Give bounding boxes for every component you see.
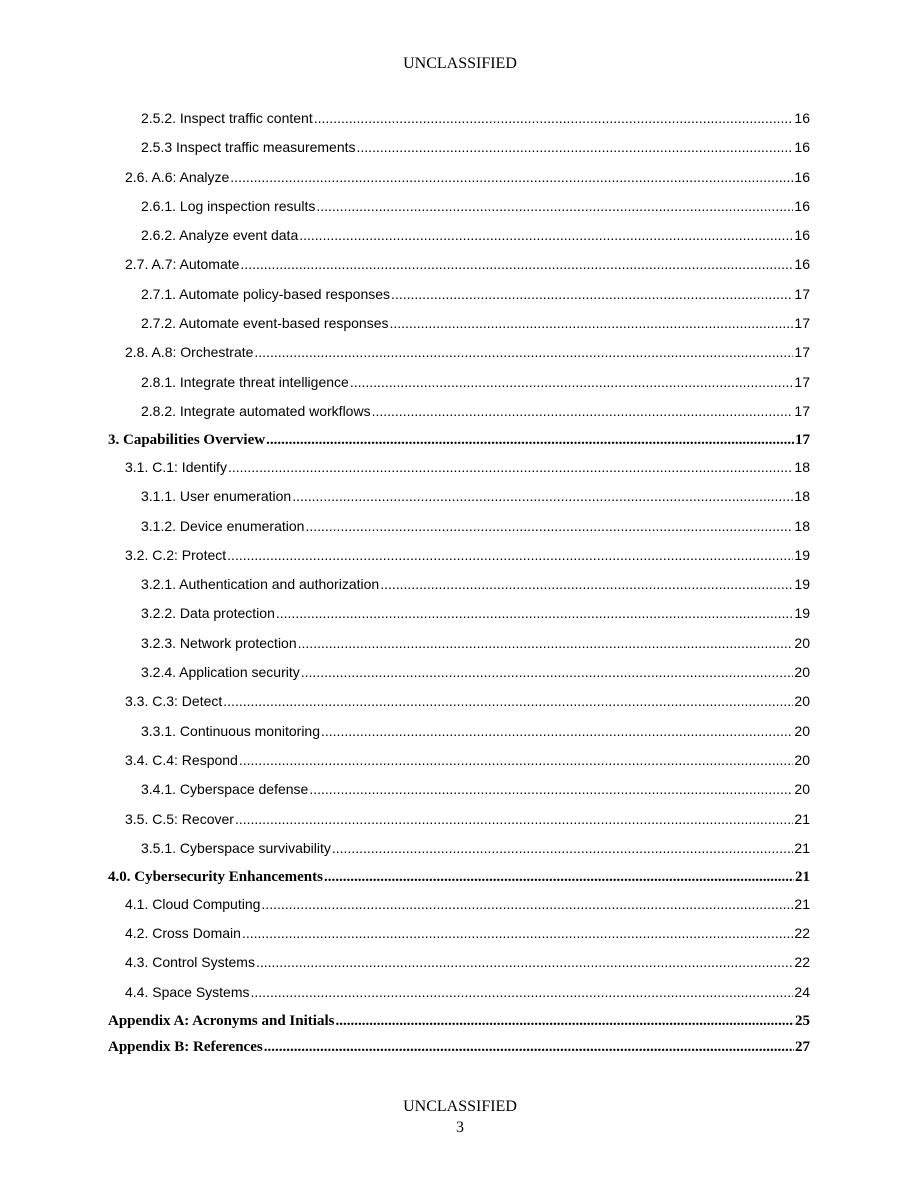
toc-entry-page: 19 xyxy=(794,605,810,621)
toc-entry-page: 21 xyxy=(794,840,810,856)
toc-entry[interactable] xyxy=(141,139,810,155)
toc-entry[interactable] xyxy=(108,1013,810,1030)
toc-leader xyxy=(256,954,793,970)
toc-entry[interactable] xyxy=(125,344,810,360)
toc-entry-page: 21 xyxy=(795,869,810,885)
toc-leader xyxy=(321,723,793,739)
toc-entry[interactable] xyxy=(141,781,810,797)
toc-entry-page: 17 xyxy=(795,432,810,448)
toc-entry-page: 24 xyxy=(794,984,810,1000)
toc-entry-page: 17 xyxy=(794,344,810,360)
toc-entry-page: 27 xyxy=(795,1039,810,1055)
toc-entry-title: 2.6.2. Analyze event data xyxy=(141,227,299,243)
toc-entry-page: 21 xyxy=(794,811,810,827)
toc-entry[interactable] xyxy=(125,547,810,563)
toc-entry-page: 21 xyxy=(794,896,810,912)
toc-entry-page: 16 xyxy=(794,198,810,214)
toc-leader xyxy=(227,547,793,563)
toc-entry-title: 2.8. A.8: Orchestrate xyxy=(125,344,254,360)
toc-entry[interactable] xyxy=(141,374,810,390)
toc-entry-title: 3.1.1. User enumeration xyxy=(141,488,292,504)
toc-entry[interactable] xyxy=(141,315,810,331)
toc-entry-title: 2.7.2. Automate event-based responses xyxy=(141,315,389,331)
toc-entry[interactable] xyxy=(108,432,810,449)
toc-entry-page: 16 xyxy=(794,256,810,272)
toc-entry[interactable] xyxy=(125,459,810,475)
toc-entry-page: 19 xyxy=(794,576,810,592)
toc-leader xyxy=(235,811,793,827)
toc-entry[interactable] xyxy=(125,169,810,185)
toc-entry[interactable] xyxy=(125,984,810,1000)
toc-entry-page: 20 xyxy=(794,781,810,797)
toc-leader xyxy=(298,635,794,651)
toc-entry-title: 3.5.1. Cyberspace survivability xyxy=(141,840,331,856)
toc-leader xyxy=(390,315,794,331)
toc-entry-title: 3.2.2. Data protection xyxy=(141,605,275,621)
toc-leader xyxy=(314,110,794,126)
toc-entry[interactable] xyxy=(125,811,810,827)
toc-entry[interactable] xyxy=(141,605,810,621)
toc-entry[interactable] xyxy=(108,869,810,886)
toc-leader xyxy=(350,374,794,390)
toc-entry-page: 18 xyxy=(794,518,810,534)
toc-entry-page: 22 xyxy=(794,925,810,941)
toc-leader xyxy=(391,286,793,302)
toc-entry[interactable] xyxy=(141,403,810,419)
toc-leader xyxy=(309,781,793,797)
toc-leader xyxy=(299,227,793,243)
toc-entry-title: 4.2. Cross Domain xyxy=(125,925,241,941)
toc-entry-page: 16 xyxy=(794,139,810,155)
toc-entry-title: 3.4. C.4: Respond xyxy=(125,752,238,768)
toc-entry-page: 20 xyxy=(794,752,810,768)
toc-entry[interactable] xyxy=(141,635,810,651)
toc-leader xyxy=(254,344,793,360)
toc-entry-page: 16 xyxy=(794,110,810,126)
toc-leader xyxy=(357,139,794,155)
toc-entry-page: 17 xyxy=(794,315,810,331)
toc-entry[interactable] xyxy=(125,896,810,912)
toc-leader xyxy=(239,752,794,768)
toc-entry-title: 3.4.1. Cyberspace defense xyxy=(141,781,309,797)
toc-entry-page: 16 xyxy=(794,169,810,185)
toc-entry-title: 3.3. C.3: Detect xyxy=(125,693,223,709)
footer-classification: UNCLASSIFIED xyxy=(403,1098,517,1115)
toc-leader xyxy=(301,664,794,680)
toc-entry-title: Appendix B: References xyxy=(108,1039,263,1055)
toc-entry-title: 4.0. Cybersecurity Enhancements xyxy=(108,869,323,885)
toc-entry[interactable] xyxy=(125,752,810,768)
toc-entry-title: 3.5. C.5: Recover xyxy=(125,811,234,827)
toc-entry-title: 3.2.4. Application security xyxy=(141,664,300,680)
toc-entry-title: 2.8.2. Integrate automated workflows xyxy=(141,403,371,419)
toc-leader xyxy=(240,256,793,272)
toc-leader xyxy=(228,459,793,475)
toc-entry-page: 20 xyxy=(794,664,810,680)
toc-entry[interactable] xyxy=(141,840,810,856)
toc-entry-title: 2.6.1. Log inspection results xyxy=(141,198,316,214)
toc-leader xyxy=(305,518,793,534)
toc-entry-page: 18 xyxy=(794,459,810,475)
toc-entry[interactable] xyxy=(141,664,810,680)
toc-entry-title: 2.5.3 Inspect traffic measurements xyxy=(141,139,356,155)
toc-leader xyxy=(242,925,793,941)
toc-entry-title: 3.2.3. Network protection xyxy=(141,635,297,651)
toc-leader xyxy=(372,403,794,419)
toc-entry[interactable] xyxy=(141,488,810,504)
toc-leader xyxy=(223,693,793,709)
toc-leader xyxy=(316,198,793,214)
toc-entry[interactable] xyxy=(125,925,810,941)
toc-entry[interactable] xyxy=(141,110,810,126)
toc-entry-title: 2.5.2. Inspect traffic content xyxy=(141,110,313,126)
toc-leader xyxy=(380,576,793,592)
page-number: 3 xyxy=(456,1119,464,1136)
toc-entry[interactable] xyxy=(141,286,810,302)
toc-entry-page: 25 xyxy=(795,1013,810,1029)
toc-entry-title: 3.1.2. Device enumeration xyxy=(141,518,305,534)
toc-leader xyxy=(251,984,794,1000)
toc-entry-page: 16 xyxy=(794,227,810,243)
toc-entry-page: 17 xyxy=(794,374,810,390)
toc-entry-title: 3.3.1. Continuous monitoring xyxy=(141,723,320,739)
toc-entry-page: 18 xyxy=(794,488,810,504)
toc-entry[interactable] xyxy=(141,518,810,534)
toc-leader xyxy=(264,1039,794,1056)
toc-entry-title: 2.8.1. Integrate threat intelligence xyxy=(141,374,349,390)
toc-entry[interactable] xyxy=(108,1039,810,1056)
toc-entry[interactable] xyxy=(141,576,810,592)
toc-leader xyxy=(266,432,794,449)
toc-entry-page: 22 xyxy=(794,954,810,970)
toc-entry[interactable] xyxy=(125,256,810,272)
toc-leader xyxy=(276,605,794,621)
toc-entry-page: 17 xyxy=(794,403,810,419)
toc-entry-title: Appendix A: Acronyms and Initials xyxy=(108,1013,335,1029)
toc-entry-title: 3. Capabilities Overview xyxy=(108,432,266,448)
page-footer xyxy=(0,1096,920,1138)
toc-leader xyxy=(292,488,793,504)
toc-entry[interactable] xyxy=(141,227,810,243)
toc-entry-title: 4.3. Control Systems xyxy=(125,954,255,970)
toc-entry-title: 4.4. Space Systems xyxy=(125,984,250,1000)
toc-entry-page: 20 xyxy=(794,693,810,709)
toc-leader xyxy=(324,869,794,886)
toc-entry[interactable] xyxy=(125,954,810,970)
toc-leader xyxy=(230,169,793,185)
toc-entry-page: 20 xyxy=(794,635,810,651)
toc-entry[interactable] xyxy=(141,198,810,214)
toc-entry-title: 2.6. A.6: Analyze xyxy=(125,169,230,185)
toc-entry-title: 2.7. A.7: Automate xyxy=(125,256,240,272)
header-classification: UNCLASSIFIED xyxy=(403,55,517,72)
toc-entry-title: 3.2.1. Authentication and authorization xyxy=(141,576,380,592)
toc-entry-page: 20 xyxy=(794,723,810,739)
toc-entry-title: 2.7.1. Automate policy-based responses xyxy=(141,286,391,302)
toc-entry-title: 3.2. C.2: Protect xyxy=(125,547,227,563)
toc-leader xyxy=(261,896,793,912)
toc-entry[interactable] xyxy=(125,693,810,709)
toc-entry[interactable] xyxy=(141,723,810,739)
toc-entry-page: 19 xyxy=(794,547,810,563)
toc-entry-page: 17 xyxy=(794,286,810,302)
toc-leader xyxy=(335,1013,794,1030)
toc-entry-title: 4.1. Cloud Computing xyxy=(125,896,261,912)
toc-entry-title: 3.1. C.1: Identify xyxy=(125,459,227,475)
toc-leader xyxy=(332,840,794,856)
